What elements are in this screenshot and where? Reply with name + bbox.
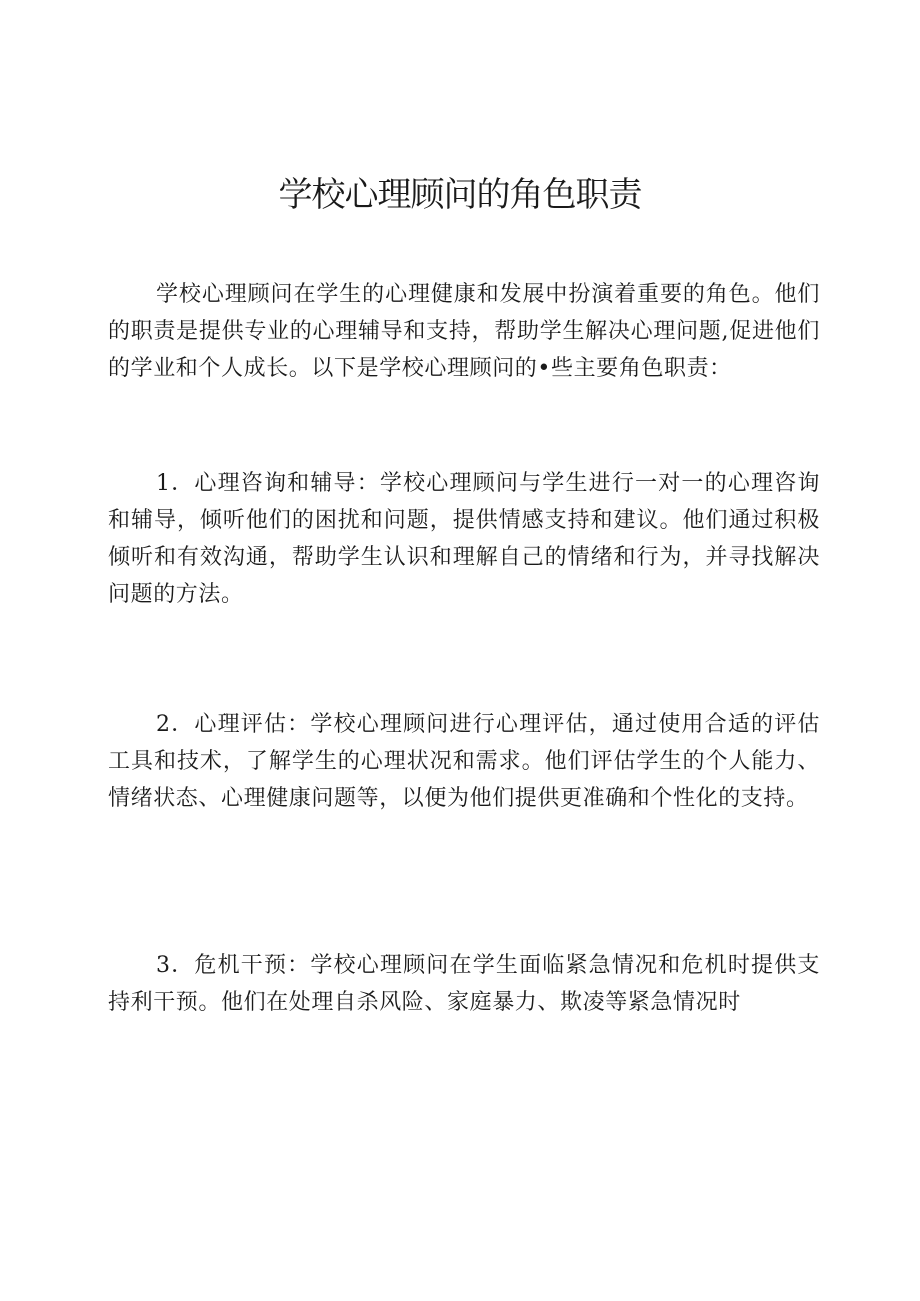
page-title: 学校心理顾问的角色职责 [278, 175, 642, 215]
section-paragraph-assessment: 2．心理评估：学校心理顾问进行心理评估，通过使用合适的评估工具和技术，了解学生的心理状况和需求。他们评估学生的个人能力、情绪状态、心理健康问题等，以便为他们提供更准确和个性化的支持。 [108, 712, 820, 811]
section-paragraph-counseling: 1．心理咨询和辅导：学校心理顾问与学生进行一对一的心理咨询和辅导，倾听他们的困扰和问题，提供情感支持和建议。他们通过积极倾听和有效沟通，帮助学生认识和理解自己的情绪和行为，并寻找解决问题的方法。 [108, 471, 820, 607]
section-paragraph-crisis-intervention: 3．危机干预：学校心理顾问在学生面临紧急情况和危机时提供支持利干预。他们在处理自杀风险、家庭暴力、欺凌等紧急情况时 [108, 953, 820, 1015]
intro-paragraph: 学校心理顾问在学生的心理健康和发展中扮演着重要的角色。他们的职责是提供专业的心理辅导和支持，帮助学生解决心理问题,促进他们的学业和个人成长。以下是学校心理顾问的•些主要角色职责： [108, 282, 820, 381]
